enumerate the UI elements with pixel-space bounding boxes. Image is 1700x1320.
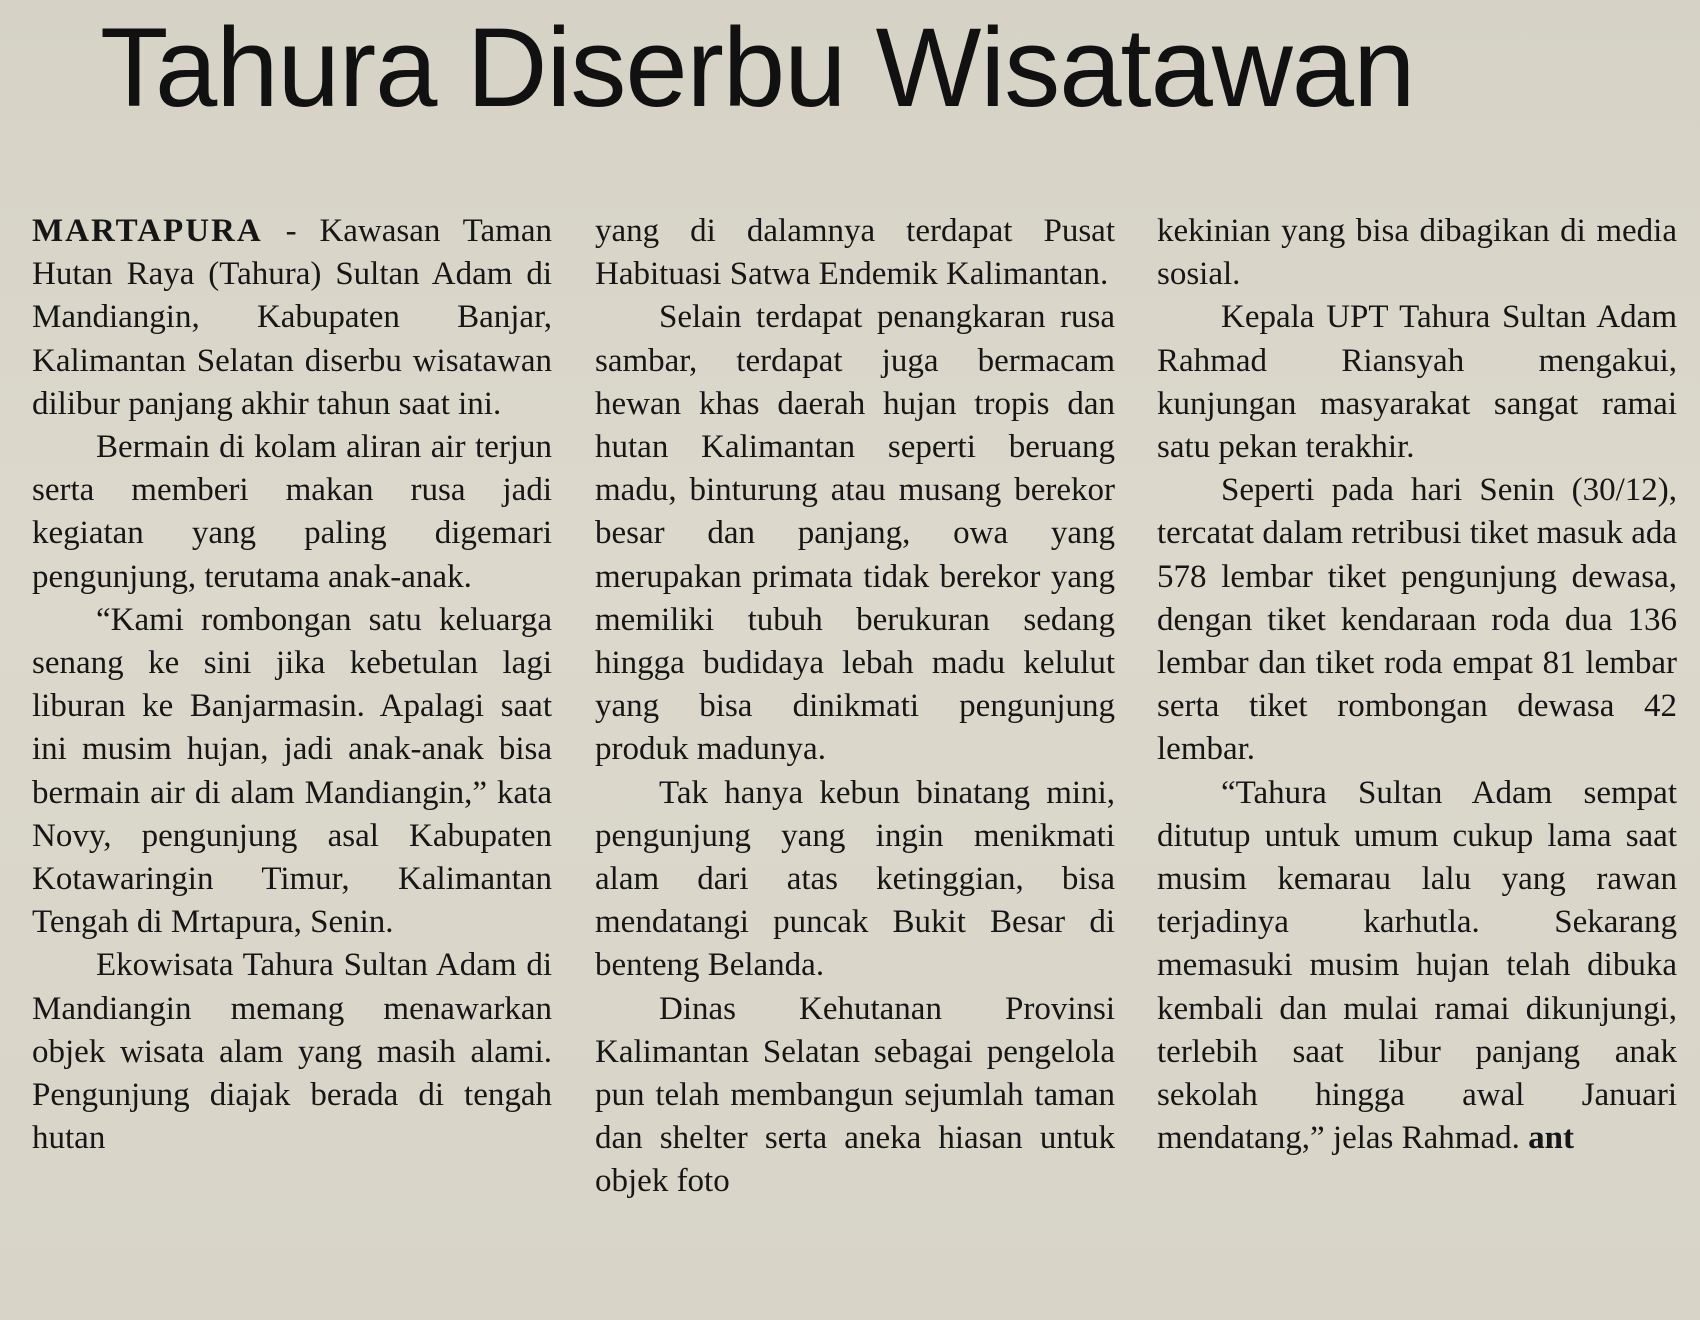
article-column-3 [1157,210,1677,1160]
paragraph [32,210,552,426]
paragraph: kekinian yang bisa dibagikan di media sosial. [1157,213,1677,293]
paragraph: yang di dalamnya terdapat Pusat Habituasi Satwa Endemik Kalimantan. [595,213,1115,293]
paragraph [1157,772,1677,1161]
article-column-1 [32,210,552,1160]
paragraph: Selain terdapat penangkaran rusa sambar, terdapat juga bermacam hewan khas daerah hujan tropis dan hutan Kalimantan seperti beruang madu, binturung atau musang berekor besar dan panjang, owa yang merupakan primata tidak berekor yang memiliki tubuh berukuran sedang hingga budidaya lebah madu kelulut yang bisa dinikmati pengunjung produk madunya. [595,299,1115,768]
author-signature: ant [1528,1120,1574,1157]
paragraph: Seperti pada hari Senin (30/12), tercatat dalam retribusi tiket masuk ada 578 lembar tiket pengunjung dewasa, dengan tiket kendaraan roda dua 136 lembar dan tiket roda empat 81 lembar serta tiket rombongan dewasa 42 lembar. [1157,472,1677,768]
paragraph: Kepala UPT Tahura Sultan Adam Rahmad Riansyah mengakui, kunjungan masyarakat sangat ramai satu pekan terakhir. [1157,299,1677,466]
paragraph: Bermain di kolam aliran air terjun serta memberi makan rusa jadi kegiatan yang paling digemari pengunjung, terutama anak-anak. [32,429,552,595]
paragraph: Ekowisata Tahura Sultan Adam di Mandiangin memang menawarkan objek wisata alam yang masih alami. Pengunjung diajak berada di tengah hutan [32,947,552,1157]
paragraph-text: “Tahura Sultan Adam sempat ditutup untuk umum cukup lama saat musim kemarau lalu yang rawan terjadinya karhutla. Sekarang memasuki musim hujan telah dibuka kembali dan mulai ramai dikunjungi, terlebih saat libur panjang anak sekolah hingga awal Januari mendatang,” jelas Rahmad. [1157,774,1677,1157]
paragraph: “Kami rombongan satu keluarga senang ke sini jika kebetulan lagi liburan ke Banjarmasin. Apalagi saat ini musim hujan, jadi anak-anak bisa bermain air di alam Mandiangin,” kata Novy, pengunjung asal Kabupaten Kotawaringin Timur, Kalimantan Tengah di Mrtapura, Senin. [32,601,552,941]
article-column-2 [595,210,1115,1204]
headline: Tahura Diserbu Wisatawan [100,5,1415,130]
dateline: MARTAPURA [32,213,263,249]
paragraph-text: - Kawasan Taman Hutan Raya (Tahura) Sultan Adam di Mandiangin, Kabupaten Banjar, Kalimantan Selatan diserbu wisatawan dilibur panjang akhir tahun saat ini. [32,213,552,422]
paragraph: Dinas Kehutanan Provinsi Kalimantan Selatan sebagai pengelola pun telah membangun sejumlah taman dan shelter serta aneka hiasan untuk objek foto [595,990,1115,1200]
paragraph: Tak hanya kebun binatang mini, pengunjung yang ingin menikmati alam dari atas ketinggian, bisa mendatangi puncak Bukit Besar di benteng Belanda. [595,774,1115,984]
